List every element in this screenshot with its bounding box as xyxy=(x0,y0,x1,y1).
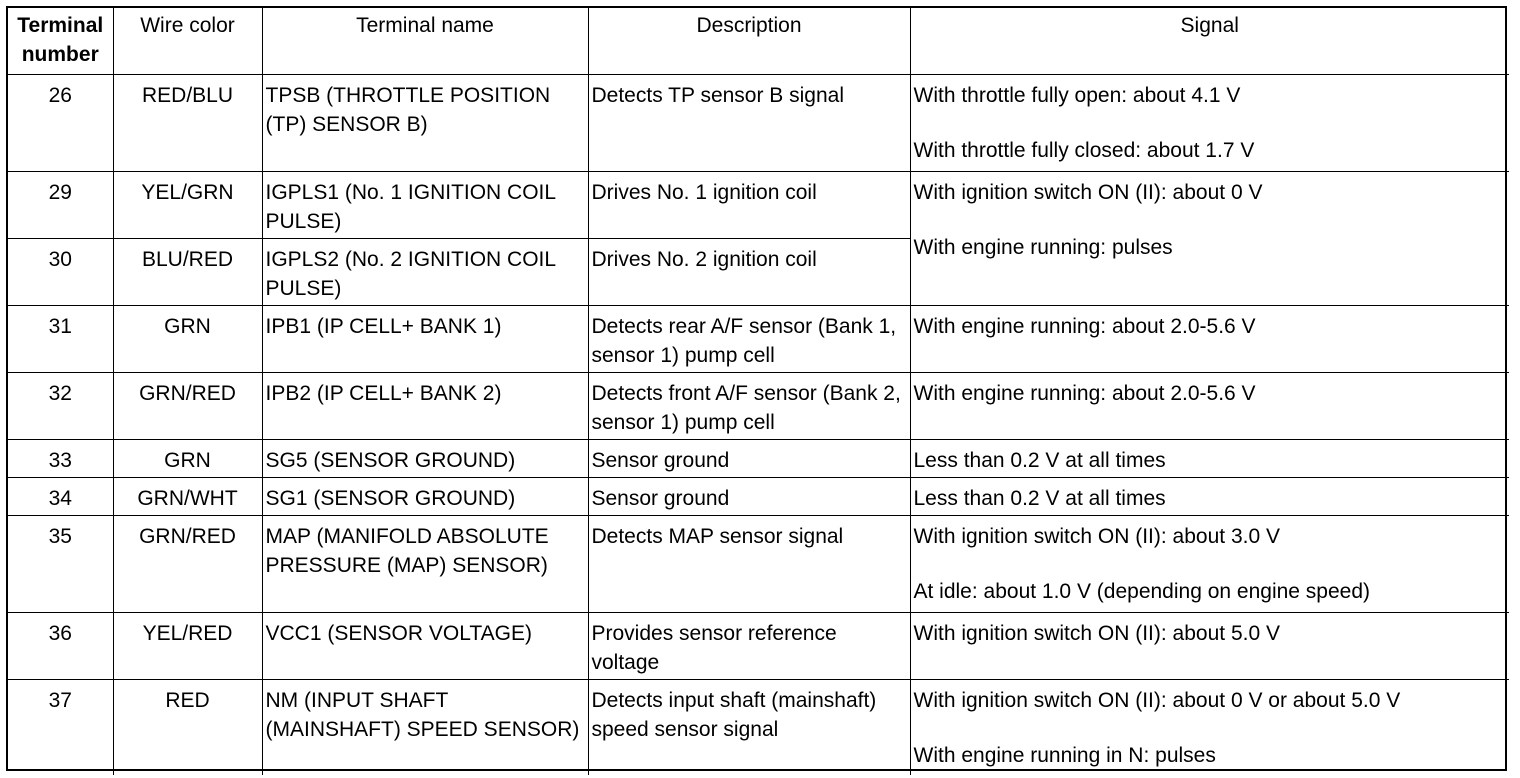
description-cell: Sensor ground xyxy=(588,439,910,477)
table-row xyxy=(8,612,1509,679)
description-cell: Provides sensor reference voltage xyxy=(588,612,910,679)
signal-line: With ignition switch ON (II): about 3.0 V xyxy=(913,524,1280,548)
header-terminal-number-line2: number xyxy=(21,43,99,66)
terminal-number-cell: 34 xyxy=(8,477,113,515)
wire-color-cell: YEL/GRN xyxy=(113,171,262,238)
header-row xyxy=(8,8,1509,74)
terminal-name-cell: IGPLS2 (No. 2 IGNITION COIL PULSE) xyxy=(262,238,588,305)
wire-color-cell: GRN xyxy=(113,439,262,477)
terminal-number-cell: 30 xyxy=(8,238,113,305)
signal-line: With ignition switch ON (II): about 0 V xyxy=(913,180,1263,204)
description-cell: Detects front A/F sensor (Bank 2, sensor 1) pump cell xyxy=(588,372,910,439)
header-terminal-name: Terminal name xyxy=(262,8,588,74)
terminal-name-cell: NM (INPUT SHAFT (MAINSHAFT) SPEED SENSOR) xyxy=(262,679,588,775)
signal-line: At idle: about 1.0 V (depending on engine speed) xyxy=(913,579,1371,603)
header-description: Description xyxy=(588,8,910,74)
terminal-number-cell: 37 xyxy=(8,679,113,775)
signal-line: With throttle fully open: about 4.1 V xyxy=(913,83,1241,107)
table-row xyxy=(8,171,1509,238)
signal-line: With engine running: pulses xyxy=(913,235,1173,259)
terminal-number-cell: 33 xyxy=(8,439,113,477)
table-row xyxy=(8,74,1509,171)
terminal-table-sheet xyxy=(6,6,1507,771)
wire-color-cell: GRN/WHT xyxy=(113,477,262,515)
signal-cell xyxy=(910,171,1509,305)
terminal-number-cell: 29 xyxy=(8,171,113,238)
terminal-name-cell: MAP (MANIFOLD ABSOLUTE PRESSURE (MAP) SENSOR) xyxy=(262,515,588,612)
signal-line: With engine running: about 2.0-5.6 V xyxy=(913,381,1256,405)
wire-color-cell: GRN/RED xyxy=(113,372,262,439)
signal-line: Less than 0.2 V at all times xyxy=(913,448,1166,472)
table-row xyxy=(8,679,1509,775)
description-cell: Detects TP sensor B signal xyxy=(588,74,910,171)
signal-cell xyxy=(910,515,1509,612)
signal-line: With throttle fully closed: about 1.7 V xyxy=(913,138,1255,162)
terminal-name-cell: SG1 (SENSOR GROUND) xyxy=(262,477,588,515)
signal-line: With ignition switch ON (II): about 5.0 V xyxy=(913,621,1280,645)
signal-line: With ignition switch ON (II): about 0 V or about 5.0 V xyxy=(913,688,1401,712)
header-terminal-number xyxy=(8,8,113,74)
terminal-number-cell: 35 xyxy=(8,515,113,612)
terminal-name-cell: VCC1 (SENSOR VOLTAGE) xyxy=(262,612,588,679)
signal-cell xyxy=(910,74,1509,171)
wire-color-cell: GRN xyxy=(113,305,262,372)
header-wire-color: Wire color xyxy=(113,8,262,74)
table-row xyxy=(8,515,1509,612)
signal-cell xyxy=(910,477,1509,515)
table-row xyxy=(8,305,1509,372)
signal-cell xyxy=(910,612,1509,679)
description-cell: Drives No. 2 ignition coil xyxy=(588,238,910,305)
terminal-number-cell: 31 xyxy=(8,305,113,372)
description-cell: Detects rear A/F sensor (Bank 1, sensor 1) pump cell xyxy=(588,305,910,372)
wire-color-cell: BLU/RED xyxy=(113,238,262,305)
signal-cell xyxy=(910,372,1509,439)
terminal-number-cell: 26 xyxy=(8,74,113,171)
description-cell: Detects MAP sensor signal xyxy=(588,515,910,612)
signal-line: With engine running: about 2.0-5.6 V xyxy=(913,314,1256,338)
table-row xyxy=(8,439,1509,477)
terminal-name-cell: SG5 (SENSOR GROUND) xyxy=(262,439,588,477)
signal-cell xyxy=(910,679,1509,775)
terminal-name-cell: TPSB (THROTTLE POSITION (TP) SENSOR B) xyxy=(262,74,588,171)
signal-cell xyxy=(910,305,1509,372)
description-cell: Detects input shaft (mainshaft) speed sensor signal xyxy=(588,679,910,775)
signal-line: With engine running in N: pulses xyxy=(913,743,1216,767)
description-cell: Drives No. 1 ignition coil xyxy=(588,171,910,238)
terminal-name-cell: IGPLS1 (No. 1 IGNITION COIL PULSE) xyxy=(262,171,588,238)
wire-color-cell: YEL/RED xyxy=(113,612,262,679)
header-signal: Signal xyxy=(910,8,1509,74)
wire-color-cell: GRN/RED xyxy=(113,515,262,612)
terminal-name-cell: IPB1 (IP CELL+ BANK 1) xyxy=(262,305,588,372)
table-row xyxy=(8,372,1509,439)
description-cell: Sensor ground xyxy=(588,477,910,515)
terminal-name-cell: IPB2 (IP CELL+ BANK 2) xyxy=(262,372,588,439)
signal-cell xyxy=(910,439,1509,477)
signal-line: Less than 0.2 V at all times xyxy=(913,486,1166,510)
wire-color-cell: RED/BLU xyxy=(113,74,262,171)
wire-color-cell: RED xyxy=(113,679,262,775)
header-terminal-number-line1: Terminal xyxy=(17,14,104,37)
terminal-number-cell: 36 xyxy=(8,612,113,679)
terminal-table xyxy=(8,8,1509,775)
terminal-number-cell: 32 xyxy=(8,372,113,439)
table-row xyxy=(8,477,1509,515)
